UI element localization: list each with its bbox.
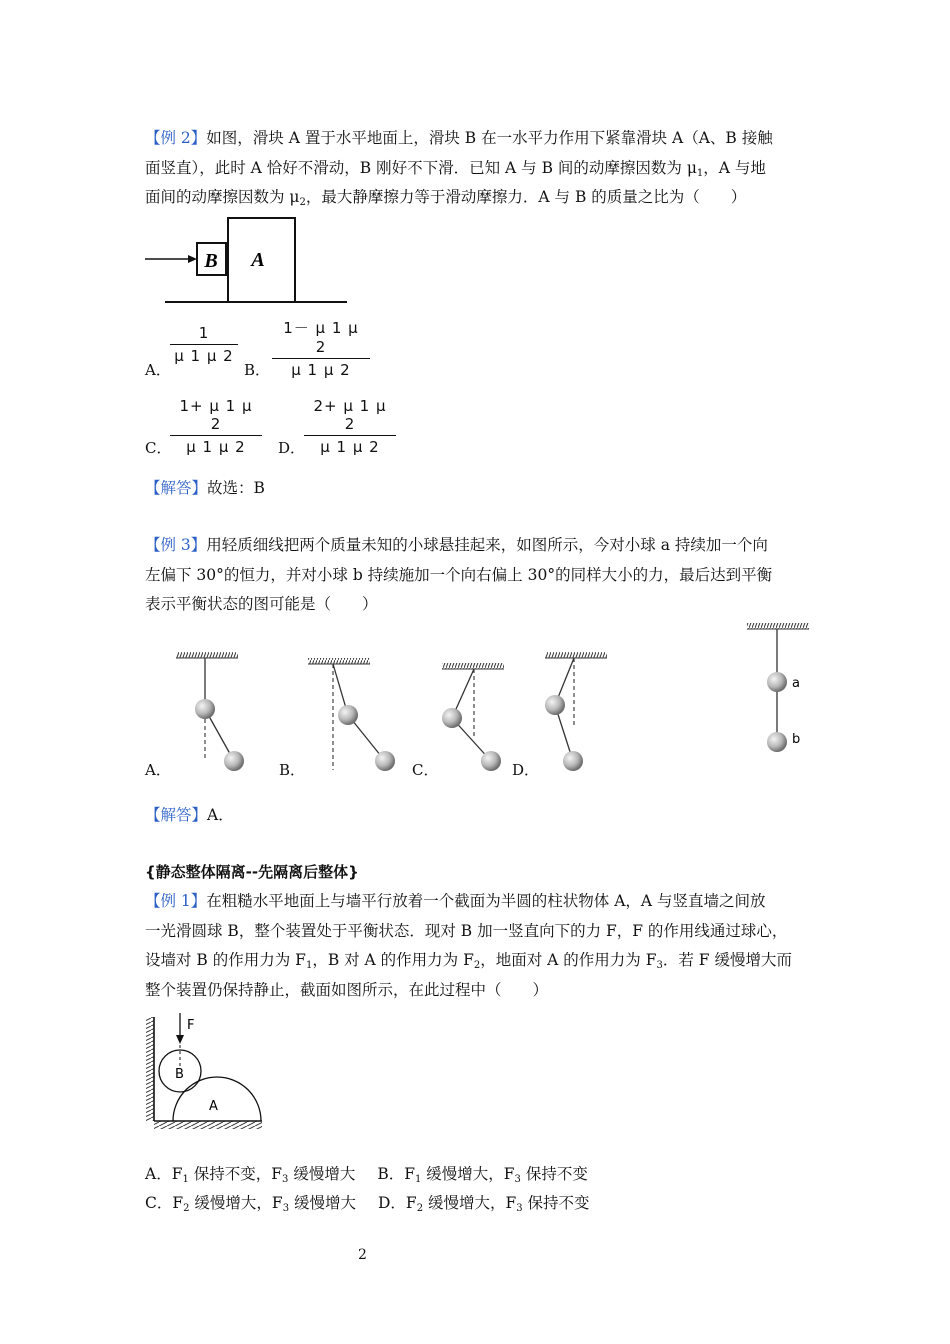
- ex3-tag: 【例 3】: [145, 536, 207, 554]
- ex3-option-c-label: C．: [412, 761, 439, 779]
- ex3-line3: 表示平衡状态的图可能是（ ）: [145, 595, 378, 613]
- ex2-line1: 【例 2】如图，滑块 A 置于水平地面上，滑块 B 在一水平力作用下紧靠滑块 A（A、B 接触: [145, 129, 773, 147]
- section-option-d: D．$F_2$ 缓慢增大，$F_3$ 保持不变: [378, 1194, 590, 1214]
- ball-b: [224, 751, 244, 771]
- ex2-answer: 【解答】故选：B: [145, 479, 265, 497]
- section-ex1-options-row1: [145, 1160, 588, 1190]
- ex2-option-a-fraction: $\frac{1}{\mu 1 \mu 2}$: [170, 324, 238, 365]
- ball-a: [195, 699, 215, 719]
- section-ex1-line2: 一光滑圆球 B，整个装置处于平衡状态．现对 B 加一竖直向下的力 F，F 的作用线通过球心，: [145, 921, 788, 940]
- section-ex1-options-row2: [145, 1189, 590, 1219]
- ex2-line2: 面竖直），此时 A 恰好不滑动，B 刚好不下滑．已知 A 与 B 间的动摩擦因数为 $\mu_1$，A 与地: [145, 158, 766, 179]
- ex3-answer: 【解答】A．: [145, 806, 234, 824]
- ex3-option-a-label: A．: [145, 761, 171, 779]
- diagram-option-b: [308, 658, 395, 771]
- ground-hatch: [154, 1121, 262, 1129]
- section-heading: {静态整体隔离--先隔离后整体}: [145, 863, 359, 881]
- diagram-option-d: [545, 652, 607, 771]
- section-ex1-question: [145, 887, 792, 1005]
- ex3-question: [145, 531, 772, 620]
- ex2-option-c-label: C．: [145, 439, 172, 457]
- section-ex1-line3: 设墙对 B 的作用力为 $F_1$，B 对 A 的作用力为 $F_2$，地面对 A 的作用力为 $F_3$．若 F 缓慢增大而: [145, 951, 792, 971]
- ex2-line3: 面间的动摩擦因数为 $\mu_2$，最大静摩擦力等于滑动摩擦力．A 与 B 的质量之比为（ ）: [145, 188, 747, 208]
- section-ex1-line1: 【例 1】在粗糙水平地面上与墙平行放着一个截面为半圆的柱状物体 A，A 与竖直墙之间放: [145, 892, 766, 910]
- ball-b-label: b: [792, 732, 801, 747]
- block-a-label: A: [251, 249, 265, 271]
- ex3-line1: 【例 3】用轻质细线把两个质量未知的小球悬挂起来，如图所示，今对小球 a 持续加一个向: [145, 536, 768, 554]
- diagram-option-a: [176, 652, 244, 771]
- section-option-c: C．$F_2$ 缓慢增大，$F_3$ 缓慢增大: [145, 1194, 356, 1214]
- ex2-option-b-label: B．: [244, 361, 271, 379]
- ex2-option-c-fraction: $\frac{1+ \mu 1 \mu 2}{\mu 1 \mu 2}$: [170, 397, 262, 456]
- force-f-arrow: [176, 1035, 184, 1044]
- ex2-option-d-fraction: $\frac{2+ \mu 1 \mu 2}{\mu 1 \mu 2}$: [304, 397, 396, 456]
- ex2-tag: 【例 2】: [145, 129, 207, 147]
- ex3-pendulum-diagrams: [140, 620, 820, 770]
- force-f-label: F: [187, 1018, 195, 1033]
- section-option-b: B．$F_1$ 缓慢增大，$F_3$ 保持不变: [377, 1165, 588, 1185]
- diagram-option-c: [442, 663, 504, 771]
- sphere-b-label: B: [175, 1067, 184, 1082]
- semicircle-a-label: A: [209, 1099, 218, 1114]
- page-number: 2: [358, 1247, 367, 1263]
- ex2-question: [145, 124, 773, 213]
- section-ex1-diagram: [143, 1010, 283, 1135]
- ex2-option-d-label: D．: [278, 439, 306, 457]
- ex3-option-d-label: D．: [512, 761, 540, 779]
- section-ex1-line4: 整个装置仍保持静止，截面如图所示，在此过程中（ ）: [145, 980, 549, 999]
- section-option-a: A．$F_1$ 保持不变，$F_3$ 缓慢增大: [145, 1165, 356, 1185]
- ball-a-label: a: [792, 676, 800, 691]
- ex2-option-a-label: A．: [145, 361, 171, 379]
- block-b-label: B: [204, 250, 218, 272]
- force-arrow-head: [188, 255, 197, 263]
- diagram-reference: [747, 623, 809, 752]
- section-ex1-tag: 【例 1】: [145, 892, 207, 910]
- ex2-block-diagram: [145, 215, 355, 305]
- ex3-option-b-label: B．: [279, 761, 306, 779]
- wall-hatch: [146, 1017, 154, 1121]
- ex2-option-b-fraction: $\frac{1- \mu 1 \mu 2}{\mu 1 \mu 2}$: [272, 317, 370, 379]
- ex3-line2: 左偏下 30°的恒力，并对小球 b 持续施加一个向右偏上 30°的同样大小的力，最后达到平衡: [145, 565, 773, 584]
